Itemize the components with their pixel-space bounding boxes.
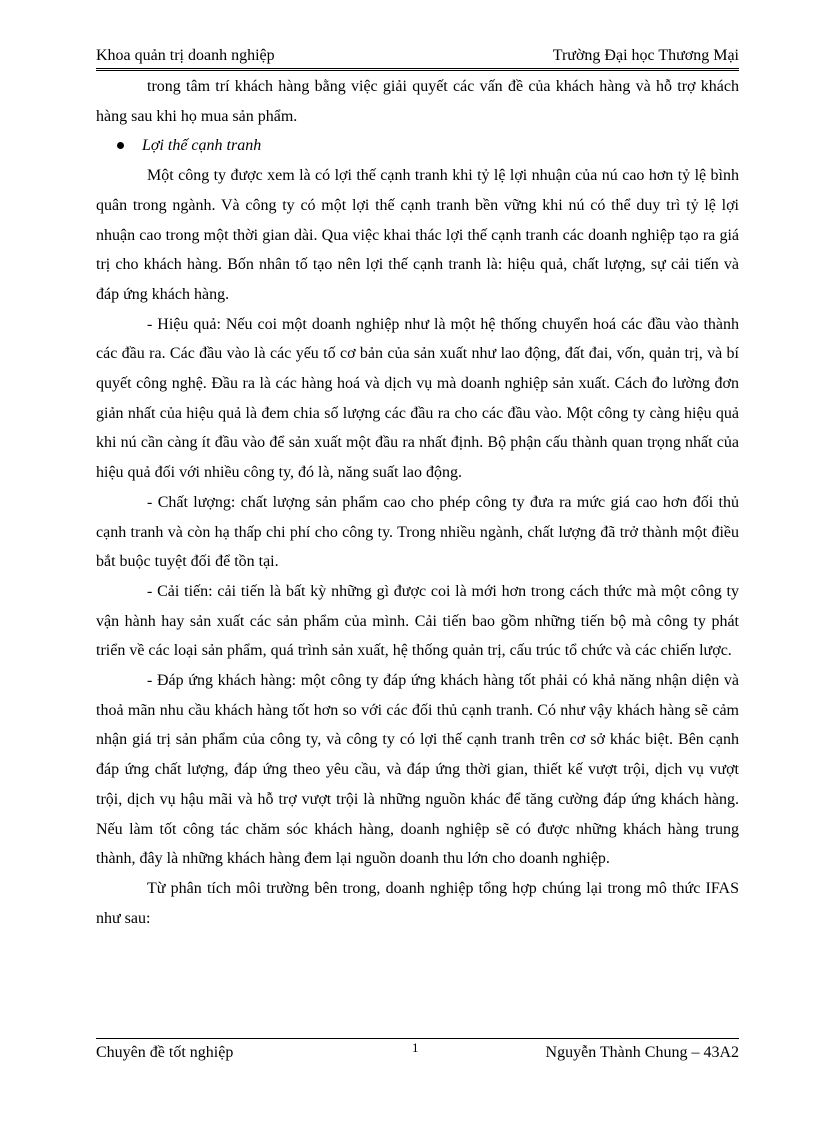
page-footer	[96, 1040, 739, 1064]
paragraph-competitive-advantage: Một công ty được xem là có lợi thế cạnh tranh khi tỷ lệ lợi nhuận của nú cao hơn tỷ lệ bình quân trong ngành. Và công ty có một lợi thế cạnh tranh bền vững khi nú có thể duy trì tỷ lệ lợi nhuận cao trong một thời gian dài. Qua việc khai thác lợi thế cạnh tranh các doanh nghiệp tạo ra giá trị cho khách hàng. Bốn nhân tố tạo nên lợi thế cạnh tranh là: hiệu quả, chất lượng, sự cải tiến và đáp ứng khách hàng.	[96, 167, 739, 303]
paragraph-ifas: Từ phân tích môi trường bên trong, doanh nghiệp tổng hợp chúng lại trong mô thức IFAS như sau:	[96, 879, 739, 927]
paragraph-intro: trong tâm trí khách hàng bằng việc giải quyết các vấn đề của khách hàng và hỗ trợ khách hàng sau khi họ mua sản phẩm.	[96, 78, 739, 125]
header-rule	[96, 68, 739, 71]
paragraph-customer-response: - Đáp ứng khách hàng: một công ty đáp ứng khách hàng tốt phải có khả năng nhận diện và thoả mãn nhu cầu khách hàng tốt hơn so với các đối thủ cạnh tranh. Có như vậy khách hàng sẽ cảm nhận giá trị sản phẩm của công ty, và công ty có lợi thế cạnh tranh trên cơ sở khác biệt. Bên cạnh đáp ứng chất lượng, đáp ứng theo yêu cầu, và đáp ứng thời gian, thiết kế vượt trội, dịch vụ vượt trội, dịch vụ hậu mãi và hỗ trợ vượt trội là những nguồn khác để tăng cường đáp ứng khách hàng. Nếu làm tốt công tác chăm sóc khách hàng, doanh nghiệp sẽ có được những khách hàng trung thành, đây là những khách hàng đem lại nguồn doanh thu lớn cho doanh nghiệp.	[96, 672, 739, 868]
paragraph-efficiency: - Hiệu quả: Nếu coi một doanh nghiệp như là một hệ thống chuyển hoá các đầu vào thành các đầu ra. Các đầu vào là các yếu tố cơ bản của sản xuất như lao động, đất đai, vốn, quản trị, và bí quyết công nghệ. Đầu ra là các hàng hoá và dịch vụ mà doanh nghiệp sản xuất. Cách đo lường đơn giản nhất của hiệu quả là đem chia số lượng các đầu ra cho các đầu vào. Một công ty càng hiệu quả khi nú cần càng ít đầu vào để sản xuất một đầu ra nhất định. Bộ phận cấu thành quan trọng nhất của hiệu quả đối với nhiều công ty, đó là, năng suất lao động.	[96, 315, 739, 482]
paragraph-quality: - Chất lượng: chất lượng sản phẩm cao cho phép công ty đưa ra mức giá cao hơn đối thủ cạnh tranh và còn hạ thấp chi phí cho công ty. Trong nhiều ngành, chất lượng đã trở thành một điều bắt buộc tuyệt đối để tồn tại.	[96, 493, 739, 571]
bullet-heading	[96, 131, 739, 161]
footer-thesis-label: Chuyên đề tốt nghiệp	[96, 1044, 234, 1061]
header-university: Trường Đại học Thương Mại	[552, 47, 739, 64]
header-faculty: Khoa quản trị doanh nghiệp	[96, 47, 275, 64]
footer-author: Nguyễn Thành Chung – 43A2	[545, 1044, 739, 1061]
document-body	[96, 72, 739, 933]
paragraph-innovation: - Cải tiến: cải tiến là bất kỳ những gì được coi là mới hơn trong cách thức mà một công ty vận hành hay sản xuất các sản phẩm của mình. Cải tiến bao gồm những tiến bộ mà công ty phát triển về các loại sản phẩm, quá trình sản xuất, hệ thống quản trị, cấu trúc tổ chức và các chiến lược.	[96, 582, 739, 660]
footer-rule	[96, 1038, 739, 1039]
bullet-heading-text: Lợi thế cạnh tranh	[142, 137, 262, 155]
page-header	[96, 44, 739, 68]
bullet-icon	[117, 142, 124, 149]
page-number: 1	[412, 1040, 419, 1055]
